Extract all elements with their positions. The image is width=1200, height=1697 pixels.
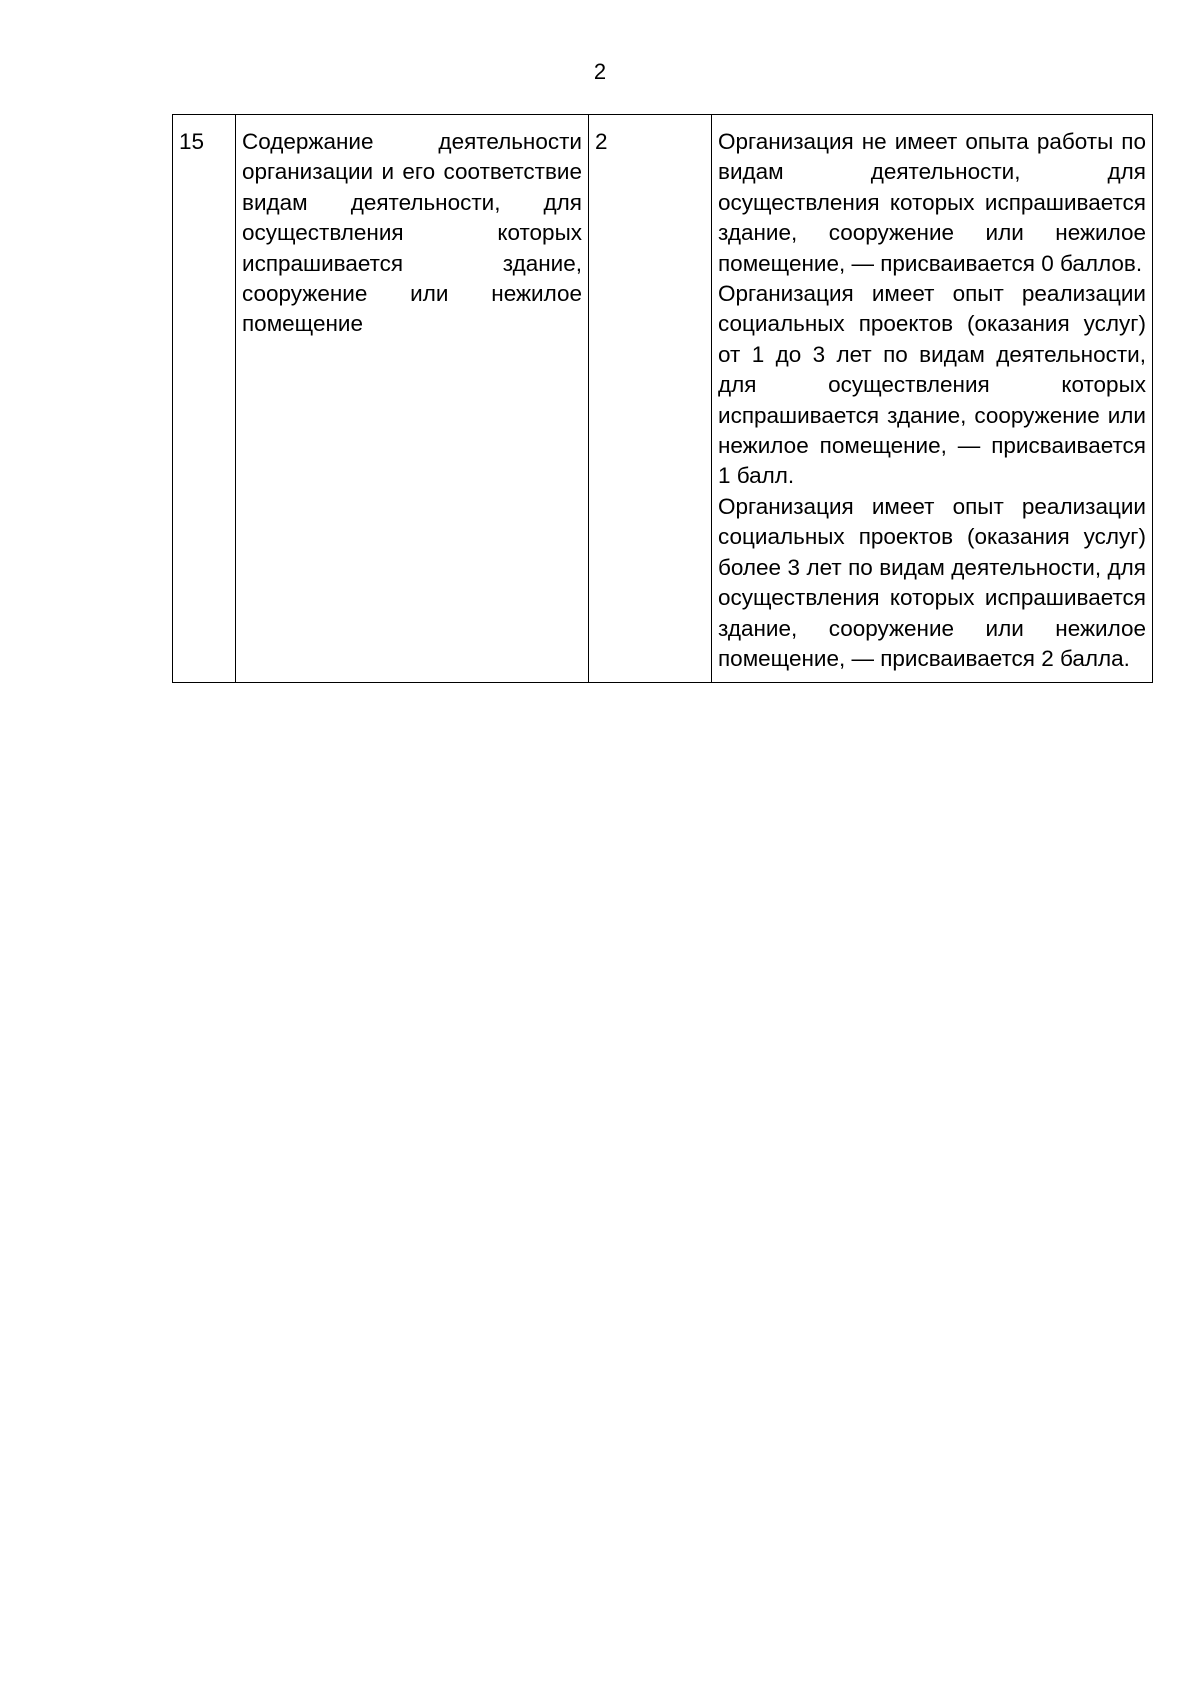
table-row xyxy=(173,115,1153,683)
score-1-paragraph: Организация имеет опыт реализации социальных проектов (оказания услуг) от 1 до 3 лет по видам деятельности, для осуществления которых испрашивается здание, сооружение или нежилое помещение, — присваивается 1 балл. xyxy=(718,281,1146,489)
score-2-paragraph: Организация имеет опыт реализации социальных проектов (оказания услуг) более 3 лет по видам деятельности, для осуществления которых испрашивается здание, сооружение или нежилое помещение, — присваивается 2 балла. xyxy=(718,493,1146,671)
row-number-cell: 15 xyxy=(173,115,236,683)
criteria-table xyxy=(172,114,1153,683)
score-0-paragraph: Организация не имеет опыта работы по видам деятельности, для осуществления которых испрашивается здание, сооружение или нежилое помещение, — присваивается 0 баллов. xyxy=(718,129,1146,276)
page-number: 2 xyxy=(593,59,607,84)
scoring-description-cell xyxy=(712,115,1153,683)
max-score-cell: 2 xyxy=(589,115,712,683)
criterion-cell: Содержание деятельности организации и его соответствие видам деятельности, для осуществления которых испрашивается здание, сооружение или нежилое помещение xyxy=(236,115,589,683)
